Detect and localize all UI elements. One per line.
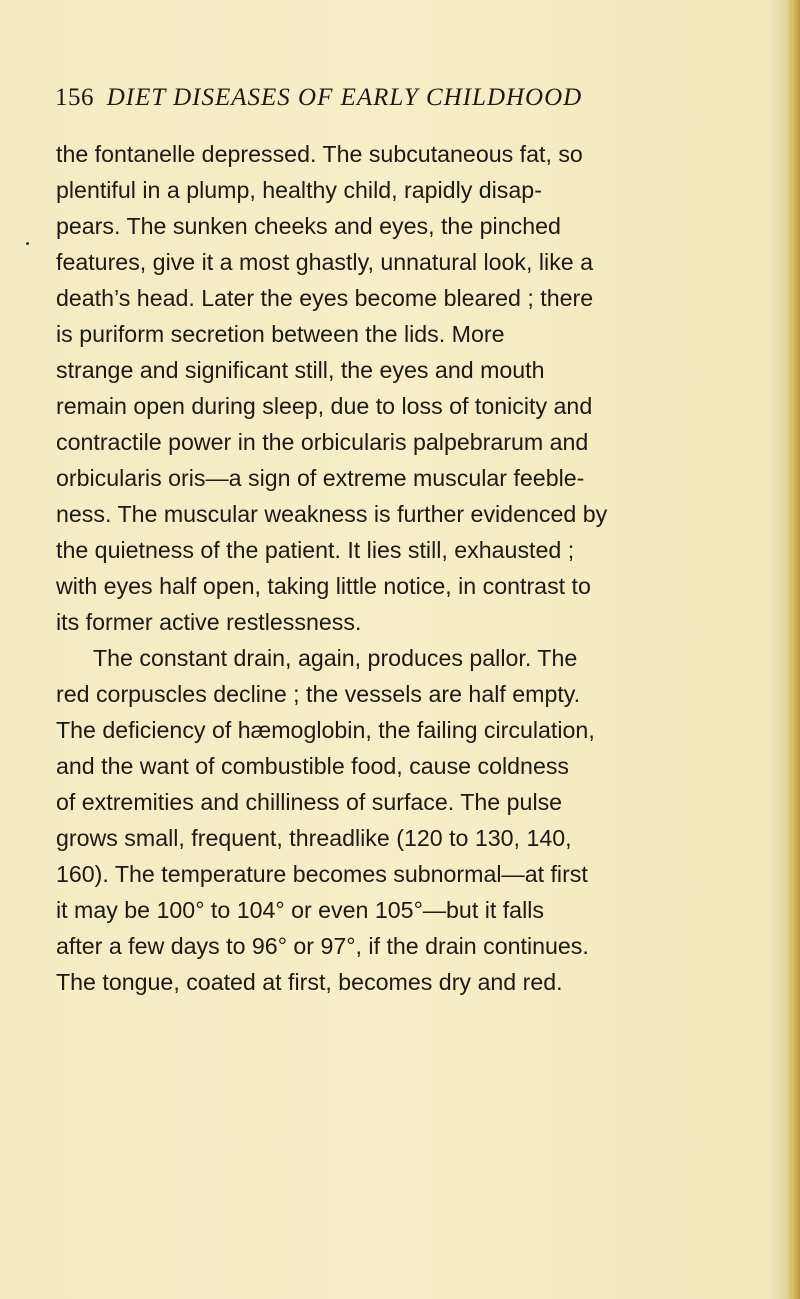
book-page: 156 DIET DISEASES OF EARLY CHILDHOOD the fontanelle depressed. The subcutaneous fat, so plentiful in a plump, healthy child, rapidly disap- pears. The sunken cheeks and eyes, the pinched features, give it a most ghastly, unnatural look, like a death’s head. Later the eyes become bleared ; there is puriform secretion between the lids. More strange and significant still, the eyes and mouth remain open during sleep, due to loss of tonicity and contractile power in the orbicularis palpebrarum and orbicularis oris—a sign of extreme muscular feeble- ness. The muscular weakness is further evidenced by the quietness of the patient. It lies still, exhausted ; with eyes half open, taking little notice, in contrast to its former active restlessness. The constant drain, again, produces pallor. The red corpuscles decline ; the vessels are half empty. The deficiency of hæmoglobin, the failing circulation, and the want of combustible food, cause coldness of extremities and chilliness of surface. The pulse grows small, frequent, threadlike (120 to 130, 140, 160). The temperature becomes subnormal—at first it may be 100° to 104° or even 105°—but it falls after a few days to 96° or 97°, if the drain continues. The tongue, coated at first, becomes dry and red. [0,0,800,1299]
paragraph-first-line: The constant drain, again, produces pallor. The [93,645,578,671]
page-edge [786,0,800,1299]
page-number: 156 [55,84,94,111]
margin-speck [26,242,29,245]
running-head [55,84,582,112]
running-title: DIET DISEASES OF EARLY CHILDHOOD [106,84,583,111]
